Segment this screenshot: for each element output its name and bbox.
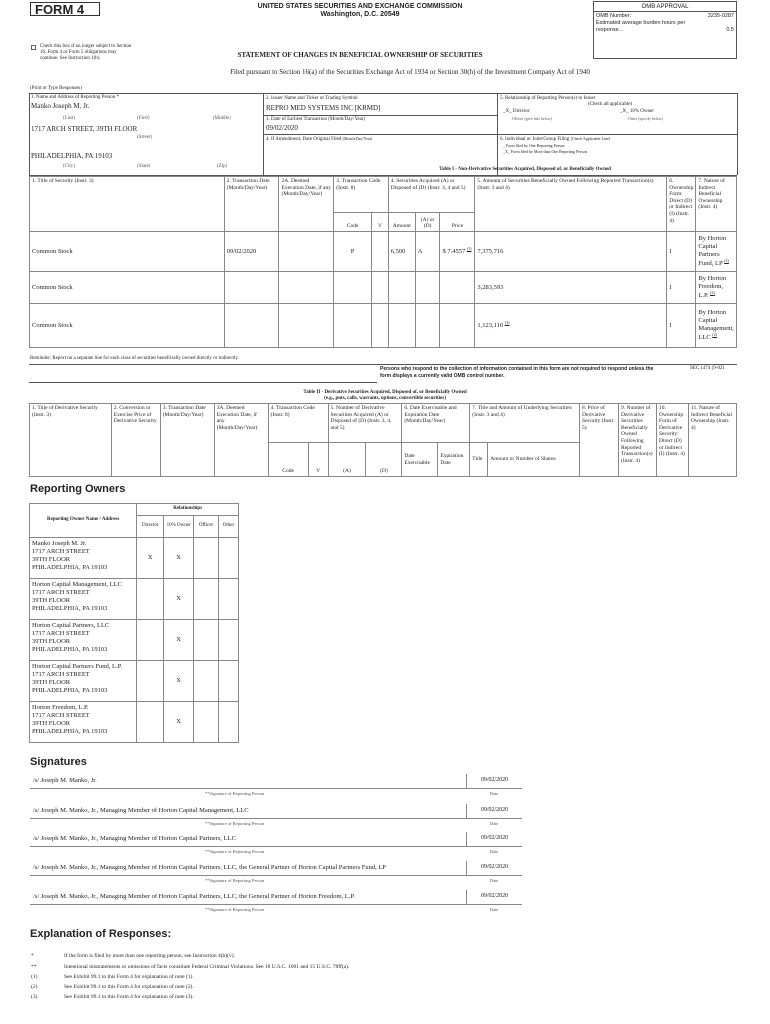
signature-4-date: 09/02/2020	[466, 861, 522, 876]
table2	[29, 403, 737, 477]
t1-r0-amount: 6,500	[388, 232, 415, 272]
t2-col11: 11. Nature of Indirect Beneficial Ownership (Instr. 4)	[688, 404, 736, 477]
reminder: Reminder: Report on a separate line for each class of securities beneficially owned directly or indirectly.	[30, 356, 239, 361]
ro-relationships: Relationships	[137, 504, 239, 516]
t1-col-date: 2. Transaction Date (Month/Day/Year)	[224, 177, 279, 232]
t1-sub-v: V	[371, 213, 388, 232]
box6-label	[500, 137, 610, 143]
explanation-mark-3: (1)	[31, 974, 38, 980]
t1-r1-nature: By Horton Freedom, L.P.	[698, 275, 726, 299]
t2-col4: 4. Transaction Code (Instr. 8)	[268, 404, 328, 443]
t2-col9: 9. Number of Derivative Securities Beneficially Owned Following Reported Transaction(s) (Instr. 4)	[618, 404, 656, 477]
print-label: (Print or Type Responses)	[30, 86, 82, 91]
omb-number: 3235-0287	[707, 13, 734, 19]
table1	[29, 176, 737, 348]
ro-r3-address: Horton Capital Partners Fund, L.P. 1717 ARCH STREET 39TH FLOOR PHILADELPHIA, PA 19103	[30, 661, 137, 702]
ro-r4-owner: X	[164, 702, 194, 743]
t1-r0-code: P	[334, 232, 372, 272]
ro-r2-address: Horton Capital Partners, LLC 1717 ARCH STREET 39TH FLOOR PHILADELPHIA, PA 19103	[30, 620, 137, 661]
signatures-heading: Signatures	[30, 756, 87, 768]
t1-sub-code: Code	[334, 213, 372, 232]
box3-label: 3. Date of Earliest Transaction (Month/Day/Year)	[266, 117, 366, 122]
form-title: FORM 4	[35, 2, 85, 17]
explanation-text-3: See Exhibit 99.1 to this Form 4 for explanation of note (1).	[64, 974, 194, 980]
t1-sub-amount: Amount	[388, 213, 415, 232]
ro-col-owner: 10% Owner	[164, 516, 194, 538]
ro-r1-director	[137, 579, 164, 620]
box1-label: 1. Name and Address of Reporting Person *	[31, 95, 120, 100]
t1-col-deemed: 2A. Deemed Execution Date, if any (Month/Day/Year)	[279, 177, 334, 232]
signature-5-date-caption: Date	[489, 907, 499, 912]
box4-caption: (Month/Day/Year)	[342, 136, 373, 141]
t2-sub-exer: Date Exercisable	[402, 443, 438, 477]
earliest-transaction-date: 09/02/2020	[266, 124, 298, 132]
ro-r2-owner: X	[164, 620, 194, 661]
t1-r2-title: Common Stock	[30, 304, 225, 348]
last-caption: (Last)	[63, 116, 75, 121]
ro-col-other: Other	[219, 516, 239, 538]
omb-burden: 0.5	[726, 27, 734, 33]
ro-r3-director	[137, 661, 164, 702]
other-caption: Other (specify below)	[628, 116, 664, 121]
t2-col5: 5. Number of Derivative Securities Acquired (A) or Disposed of (D) (Instr. 3, 4, and 5)	[328, 404, 402, 443]
box4-label	[266, 137, 372, 143]
ro-col-name: Reporting Owner Name / Address	[30, 504, 137, 538]
t1-r0-ad: A	[415, 232, 440, 272]
t2-col2: 2. Conversion or Exercise Price of Derivative Security	[111, 404, 160, 477]
t1-r0-price-cell	[440, 232, 475, 272]
t1-r0-nature: By Horton Capital Partners Fund, LP	[698, 235, 726, 267]
t1-r0-owned: 7,375,716	[475, 232, 667, 272]
state-caption: (State)	[137, 164, 151, 169]
signature-1-caption: **Signature of Reporting Person	[205, 791, 265, 796]
director-check: _X_ Director	[503, 109, 530, 114]
t2-col10: 10. Ownership Form of Derivative Security: Direct (D) or Indirect (I) (Instr. 4)	[656, 404, 688, 477]
t1-r2-nature-cell	[696, 304, 737, 348]
sec-form-code: SEC 1474 (9-02)	[690, 366, 725, 371]
table-row	[30, 538, 239, 579]
box2-label: 2. Issuer Name and Ticker or Trading Symbol	[266, 96, 358, 101]
signature-1-date: 09/02/2020	[466, 774, 522, 789]
signature-3: /s/ Joseph M. Manko, Jr., Managing Member of Horton Capital Partners, LLC	[30, 832, 466, 847]
middle-caption: (Middle)	[213, 116, 231, 121]
table-row	[30, 232, 737, 272]
footnote-link-1[interactable]: (1)	[466, 246, 472, 252]
ro-col-director: Director	[137, 516, 164, 538]
t1-col-acquired: 4. Securities Acquired (A) or Disposed of (D) (Instr. 3, 4 and 5)	[388, 177, 475, 213]
footnote-link-2[interactable]: (2)	[710, 289, 715, 295]
signature-2: /s/ Joseph M. Manko, Jr., Managing Member of Horton Capital Management, LLC	[30, 804, 466, 819]
footnote-link-2[interactable]: (2)	[724, 257, 729, 263]
filed-pursuant: Filed pursuant to Section 16(a) of the Securities Exchange Act of 1934 or Section 30(h) of the Investment Company Act of 1940	[230, 68, 590, 76]
t1-r2-owned: 1,123,110	[477, 322, 504, 330]
ro-r0-owner: X	[164, 538, 194, 579]
t1-r2-owned-cell	[475, 304, 667, 348]
form-title-box	[30, 2, 100, 16]
t2-sub-amount: Amount or Number of Shares	[488, 443, 580, 477]
explanation-text-1: If the form is filed by more than one reporting person, see Instruction 4(b)(v).	[64, 953, 235, 959]
t1-col-code: 3. Transaction Code (Instr. 8)	[334, 177, 389, 213]
ro-r2-director	[137, 620, 164, 661]
t1-r0-title: Common Stock	[30, 232, 225, 272]
signature-1: /s/ Joseph M. Manko, Jr.	[30, 774, 466, 789]
omb-approval-box	[593, 1, 737, 59]
box6-caption: (Check Applicable Line)	[570, 136, 611, 141]
t1-sub-ad: (A) or (D)	[415, 213, 440, 232]
explanation-heading: Explanation of Responses:	[30, 928, 172, 940]
multiple-person-filing: _X_ Form filed by More than One Reporting Person	[503, 149, 587, 154]
ro-r3-owner: X	[164, 661, 194, 702]
t1-col-form: 6. Ownership Form: Direct (D) or Indirect (I) (Instr. 4)	[667, 177, 696, 232]
box6-label-text: 6. Individual or Joint/Group Filing	[500, 137, 570, 142]
box4-label-text: 4. If Amendment, Date Original Filed	[266, 137, 342, 142]
explanation-mark-5: (3)	[31, 994, 38, 1000]
explanation-mark-1: *	[31, 953, 34, 959]
t1-r2-form: I	[667, 304, 696, 348]
signature-2-date-caption: Date	[489, 821, 499, 826]
signature-3-date-caption: Date	[489, 849, 499, 854]
t1-col-nature: 7. Nature of Indirect Beneficial Ownership (Instr. 4)	[696, 177, 737, 232]
t1-r1-title: Common Stock	[30, 272, 225, 304]
explanation-text-5: See Exhibit 99.1 to this Form 4 for explanation of note (3).	[64, 994, 194, 1000]
t1-r0-date: 09/02/2020	[224, 232, 279, 272]
street-caption: (Street)	[137, 135, 152, 140]
zip-caption: (Zip)	[217, 164, 228, 169]
ro-r0-director: X	[137, 538, 164, 579]
t1-r1-nature-cell	[696, 272, 737, 304]
explanation-mark-4: (2)	[31, 984, 38, 990]
t2-sub-title: Title	[470, 443, 488, 477]
ten-percent-owner-check: _X_ 10% Owner	[620, 109, 654, 114]
explanation-text-2: Intentional misstatements or omissions of facts constitute Federal Criminal Violations. See 18 U.S.C. 1001 and 15 U.S.C. 78ff(a).	[64, 964, 350, 970]
table1-title: Table I - Non-Derivative Securities Acquired, Disposed of, or Beneficially Owned	[439, 167, 611, 172]
table-row	[30, 620, 239, 661]
t1-r0-form: I	[667, 232, 696, 272]
reporting-person-city: PHILADELPHIA, PA 19103	[31, 152, 113, 160]
ro-r1-address: Horton Capital Management, LLC 1717 ARCH STREET 39TH FLOOR PHILADELPHIA, PA 19103	[30, 579, 137, 620]
signature-5: /s/ Joseph M. Manko, Jr., Managing Member of Horton Capital Partners, LLC, the General Partner of Horton Freedom, L.P.	[30, 890, 466, 905]
issuer-name: REPRO MED SYSTEMS INC [KRMD]	[266, 104, 381, 112]
t1-r0-nature-cell	[696, 232, 737, 272]
table2-title: Table II - Derivative Securities Acquired, Disposed of, or Beneficially Owned	[303, 390, 467, 395]
ro-r4-address: Horton Freedom, L.P. 1717 ARCH STREET 39TH FLOOR PHILADELPHIA, PA 19103	[30, 702, 137, 743]
reporting-owners-table	[29, 503, 239, 743]
t2-col3a: 3A. Deemed Execution Date, if any (Month/Day/Year)	[214, 404, 268, 477]
explanation-mark-2: **	[31, 964, 37, 970]
agency-name: UNITED STATES SECURITIES AND EXCHANGE COMMISSION	[257, 3, 463, 10]
table-row	[30, 304, 737, 348]
signature-2-date: 09/02/2020	[466, 804, 522, 819]
signature-2-caption: **Signature of Reporting Person	[205, 821, 265, 826]
checkbox-instruction: Check this box if no longer subject to Section 16. Form 4 or Form 5 obligations may continue. See Instruction 1(b).	[40, 44, 132, 61]
t1-col-title: 1. Title of Security (Instr. 3)	[30, 177, 225, 232]
t1-r1-form: I	[667, 272, 696, 304]
t2-col1: 1. Title of Derivative Security (Instr. 3)	[30, 404, 112, 477]
reporting-owners-heading: Reporting Owners	[30, 483, 126, 495]
t1-col-owned: 5. Amount of Securities Beneficially Owned Following Reported Transaction(s) (Instr. 3 and 4)	[475, 177, 667, 232]
agency-location: Washington, D.C. 20549	[320, 11, 400, 18]
ro-r4-director	[137, 702, 164, 743]
footnote-link-3[interactable]: (3)	[504, 320, 510, 326]
box5-check: (Check all applicable)	[588, 102, 633, 107]
t2-col6: 6. Date Exercisable and Expiration Date (Month/Day/Year)	[402, 404, 470, 443]
t2-sub-a: (A)	[328, 443, 366, 477]
table-row	[30, 661, 239, 702]
t1-sub-price: Price	[440, 213, 475, 232]
t2-sub-v: V	[308, 443, 328, 477]
officer-caption: Officer (give title below)	[512, 116, 553, 121]
signature-3-caption: **Signature of Reporting Person	[205, 849, 265, 854]
signature-4-date-caption: Date	[489, 878, 499, 883]
ro-col-officer: Officer	[194, 516, 219, 538]
ro-r0-address: Manko Joseph M. Jr. 1717 ARCH STREET 39TH FLOOR PHILADELPHIA, PA 19103	[30, 538, 137, 579]
table-row	[30, 702, 239, 743]
signature-4-caption: **Signature of Reporting Person	[205, 878, 265, 883]
signature-4: /s/ Joseph M. Manko, Jr., Managing Member of Horton Capital Partners, LLC, the General Partner of Horton Capital Partners Fund, LP	[30, 861, 466, 876]
signature-1-date-caption: Date	[489, 791, 499, 796]
one-person-filing: _ Form filed by One Reporting Person	[503, 143, 565, 148]
first-caption: (First)	[137, 116, 150, 121]
t1-r0-price: $ 7.4557	[442, 248, 466, 256]
t2-col7: 7. Title and Amount of Underlying Securities (Instr. 3 and 4)	[470, 404, 580, 443]
t2-sub-code: Code	[268, 443, 308, 477]
table-row	[30, 272, 737, 304]
table-row	[30, 579, 239, 620]
signature-5-caption: **Signature of Reporting Person	[205, 907, 265, 912]
no-longer-subject-checkbox[interactable]	[31, 45, 36, 50]
t2-col3: 3. Transaction Date (Month/Day/Year)	[160, 404, 214, 477]
persons-notice: Persons who respond to the collection of information contained in this form are not required to respond unless the form displays a currently valid OMB control number.	[380, 366, 654, 379]
t1-r2-nature: By Horton Capital Management, LLC	[698, 309, 734, 341]
reporting-person-name: Manko Joseph M. Jr.	[31, 102, 90, 110]
t2-sub-exp: Expiration Date	[438, 443, 470, 477]
statement-title: STATEMENT OF CHANGES IN BENEFICIAL OWNERSHIP OF SECURITIES	[237, 51, 483, 59]
t2-sub-d: (D)	[366, 443, 402, 477]
city-caption: (City)	[63, 164, 75, 169]
omb-burden-label: Estimated average burden hours per response...	[596, 20, 686, 33]
signature-5-date: 09/02/2020	[466, 890, 522, 905]
omb-number-label: OMB Number:	[596, 13, 632, 19]
reporting-person-street: 1717 ARCH STREET, 39TH FLOOR	[31, 125, 138, 133]
omb-title: OMB APPROVAL	[594, 2, 736, 12]
box5-label: 5. Relationship of Reporting Person(s) to Issuer	[500, 96, 596, 101]
explanation-text-4: See Exhibit 99.1 to this Form 4 for explanation of note (2).	[64, 984, 194, 990]
table2-subtitle: (e.g., puts, calls, warrants, options, convertible securities)	[324, 396, 446, 401]
t2-col8: 8. Price of Derivative Security (Instr. 5)	[580, 404, 619, 477]
ro-r1-owner: X	[164, 579, 194, 620]
signature-3-date: 09/02/2020	[466, 832, 522, 847]
footnote-link-2[interactable]: (2)	[712, 331, 717, 337]
t1-r1-owned: 3,283,593	[475, 272, 667, 304]
